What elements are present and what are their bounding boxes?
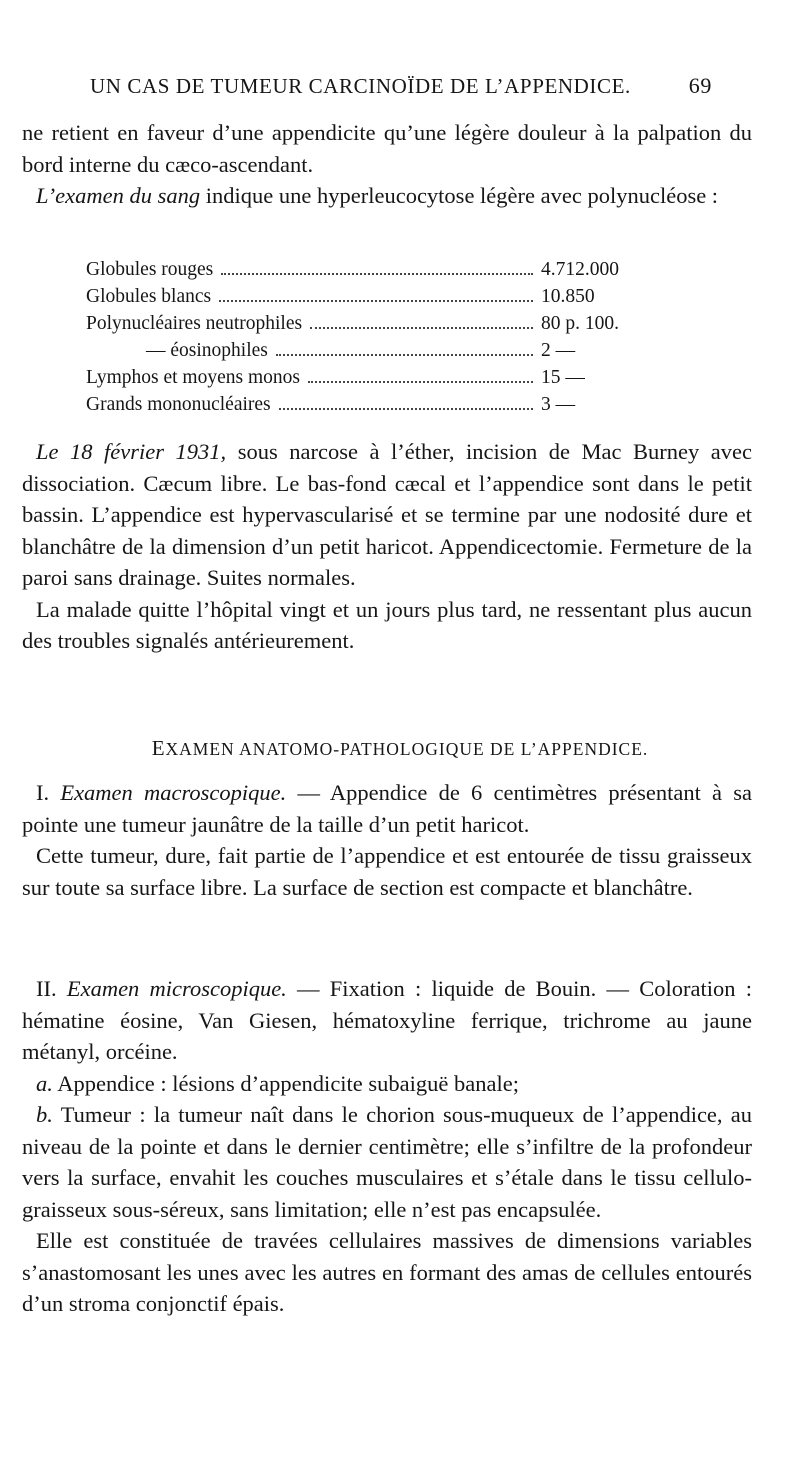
- microscopic-paragraph: [22, 973, 752, 1068]
- page-number: 69: [688, 73, 712, 98]
- page-header: [90, 73, 712, 99]
- followup-paragraph: La malade quitte l’hôpital vingt et un jours plus tard, ne ressentant plus aucun des troubles signalés antérieurement.: [22, 596, 752, 653]
- intro-paragraph: ne retient en faveur d’une appendicite qu’une légère douleur à la palpation du bord interne du cæco-ascendant.: [22, 120, 752, 177]
- lab-label: Grands mononucléaires: [86, 394, 271, 415]
- lab-results-table: [86, 256, 666, 418]
- lab-row: [86, 283, 666, 310]
- macroscopic-text: — Appendice de 6 centimètres présentant à sa pointe une tumeur jaunâtre de la taille d’un petit haricot.: [22, 780, 752, 837]
- leader-dots: [308, 381, 533, 383]
- blood-exam-heading: L’examen du sang: [36, 183, 201, 208]
- blood-exam-paragraph: [22, 180, 752, 212]
- lab-label: — éosinophiles: [146, 340, 268, 361]
- microscopic-heading: Examen microscopique.: [66, 976, 287, 1001]
- leader-dots: [221, 273, 533, 275]
- lab-row: [86, 391, 666, 418]
- macroscopic-heading: Examen macroscopique.: [60, 780, 287, 805]
- final-paragraph: Elle est constituée de travées cellulaires massives de dimensions variables s’anastomosant les unes avec les autres en formant des amas de cellules entourés d’un stroma conjonctif épais.: [22, 1228, 752, 1316]
- tumor-description-paragraph: Cette tumeur, dure, fait partie de l’appendice et est entourée de tissu graisseux sur toute sa surface libre. La surface de section est compacte et blanchâtre.: [22, 843, 752, 900]
- leader-dots: [219, 300, 533, 302]
- section-title-rest: XAMEN ANATOMO-PATHOLOGIQUE DE L’APPENDICE.: [165, 739, 649, 759]
- item-b-text: Tumeur : la tumeur naît dans le chorion sous-muqueux de l’appendice, au niveau de la pointe et dans le dernier centimètre; elle s’infiltre de la profondeur vers la surface, envahit les couches musculaires et s’étale dans le tissu cellulo-graisseux sous-séreux, sans limitation; elle n’est pas encapsulée.: [22, 1102, 752, 1222]
- leader-dots: [279, 408, 533, 410]
- lab-label: Polynucléaires neutrophiles: [86, 313, 303, 334]
- leader-dots: [276, 354, 533, 356]
- lab-row: [86, 337, 666, 364]
- operation-date: Le 18 février 1931,: [36, 439, 227, 464]
- lab-value: 4.712.000: [541, 259, 619, 280]
- lab-label: Globules blancs: [86, 286, 212, 307]
- section-title-initial: E: [151, 736, 166, 760]
- lab-value: 80 p. 100.: [541, 313, 619, 334]
- macroscopic-paragraph: [22, 777, 752, 840]
- lab-label: Lymphos et moyens monos: [86, 367, 300, 388]
- lab-row: [86, 364, 666, 391]
- lab-row: [86, 256, 666, 283]
- lab-row: [86, 310, 666, 337]
- item-b-label: b.: [36, 1102, 53, 1127]
- lab-value: 3 —: [541, 394, 576, 415]
- item-a-label: a.: [36, 1070, 53, 1096]
- macroscopic-numeral: I.: [36, 780, 61, 805]
- lab-value: 2 —: [541, 340, 576, 361]
- item-a-text: Appendice : lésions d’appendicite subaiguë banale;: [52, 1070, 519, 1096]
- intro-block: [22, 117, 752, 212]
- item-b-paragraph: [22, 1099, 752, 1225]
- operation-block: [22, 436, 752, 657]
- item-a-paragraph: [22, 1068, 752, 1100]
- operation-paragraph: [22, 436, 752, 594]
- lab-value: 10.850: [541, 286, 595, 307]
- operation-text: sous narcose à l’éther, incision de Mac Burney avec dissociation. Cæcum libre. Le bas-fond cæcal et l’appendice sont dans le petit bassin. L’appendice est hypervascularisé et se termine par une nodosité dure et blanchâtre de la dimension d’un petit haricot. Appendicectomie. Fermeture de la paroi sans drainage. Suites normales.: [22, 439, 752, 590]
- lab-label: Globules rouges: [86, 259, 214, 280]
- running-title: UN CAS DE TUMEUR CARCINOÏDE DE L’APPENDICE.: [90, 74, 631, 98]
- microscopic-numeral: II.: [36, 976, 67, 1001]
- lab-value: 15 —: [541, 367, 585, 388]
- macroscopic-block: [22, 777, 752, 903]
- microscopic-text: — Fixation : liquide de Bouin. — Coloration : hématine éosine, Van Giesen, hématoxyline ferrique, trichrome au jaune métanyl, orcéine.: [22, 976, 752, 1064]
- microscopic-block: [22, 973, 752, 1320]
- leader-dots: [310, 327, 533, 329]
- blood-exam-text: indique une hyperleucocytose légère avec polynucléose :: [200, 183, 719, 208]
- section-title: [0, 736, 800, 761]
